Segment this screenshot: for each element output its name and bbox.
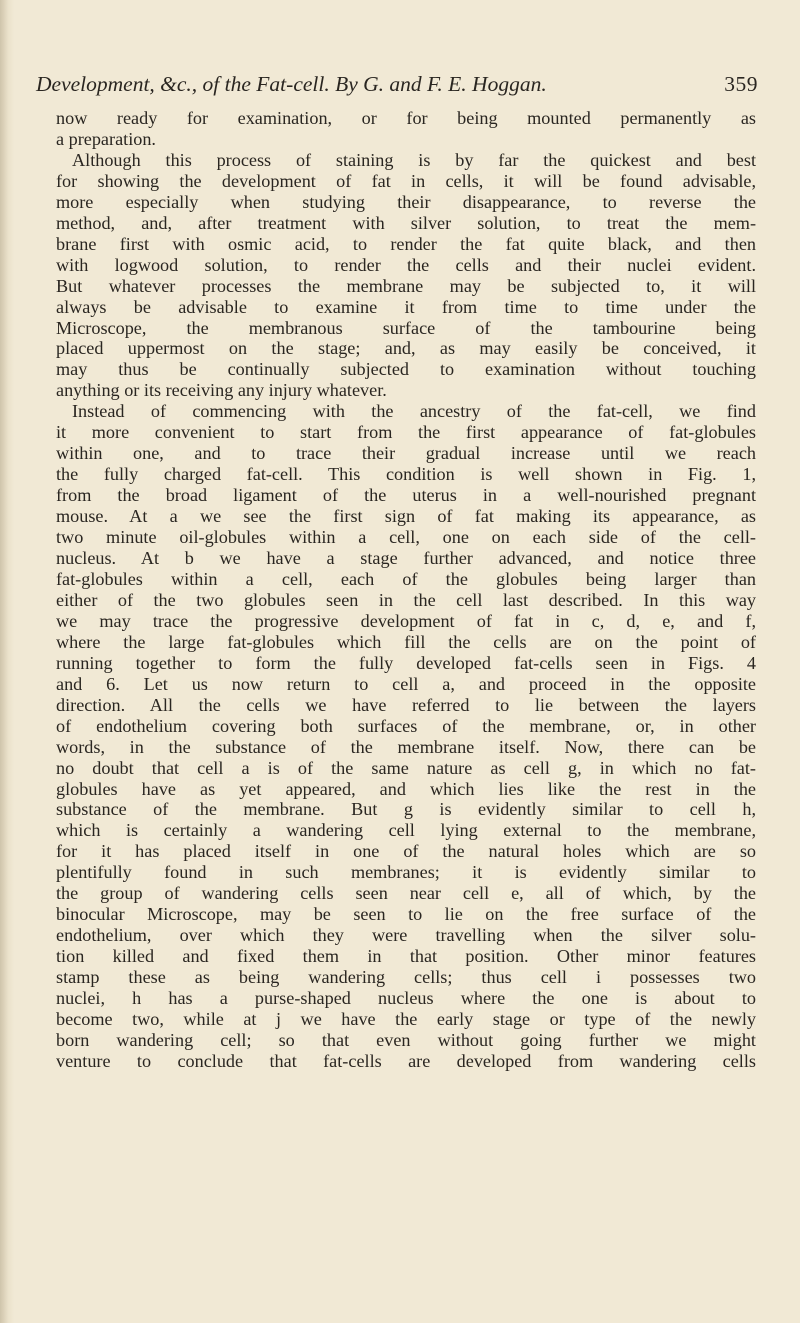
text-line: substance of the membrane. But g is evidently similar to cell h, [56, 799, 756, 820]
text-line: Instead of commencing with the ancestry of the fat-cell, we find [72, 401, 756, 422]
text-line: may thus be continually subjected to examination without touching [56, 359, 756, 380]
text-line: a preparation. [56, 128, 156, 149]
text-line: venture to conclude that fat-cells are developed from wandering cells [56, 1050, 756, 1071]
text-line: anything or its receiving any injury whatever. [56, 380, 387, 401]
text-line: born wandering cell; so that even without going further we might [56, 1029, 756, 1050]
text-line: it more convenient to start from the first appearance of fat-globules [56, 422, 756, 443]
text-line: globules have as yet appeared, and which lies like the rest in the [56, 778, 756, 799]
text-line: with logwood solution, to render the cells and their nuclei evident. [56, 254, 756, 275]
running-head-title: Development, &c., of the Fat-cell. By G. and F. E. Hoggan. [36, 72, 547, 96]
text-line: Although this process of staining is by far the quickest and best [72, 149, 756, 170]
text-line: always be advisable to examine it from time to time under the [56, 296, 756, 317]
text-line: words, in the substance of the membrane itself. Now, there can be [56, 736, 756, 757]
body-text [56, 108, 756, 1072]
text-line: placed uppermost on the stage; and, as may easily be conceived, it [56, 338, 756, 359]
text-line: two minute oil-globules within a cell, one on each side of the cell- [56, 527, 756, 548]
text-line: mouse. At a we see the first sign of fat making its appearance, as [56, 506, 756, 527]
text-line: become two, while at j we have the early stage or type of the newly [56, 1008, 756, 1029]
text-line: of endothelium covering both surfaces of the membrane, or, in other [56, 715, 756, 736]
text-line: no doubt that cell a is of the same nature as cell g, in which no fat- [56, 757, 756, 778]
text-line: plentifully found in such membranes; it is evidently similar to [56, 862, 756, 883]
text-line: direction. All the cells we have referred to lie between the layers [56, 694, 756, 715]
text-line: which is certainly a wandering cell lying external to the membrane, [56, 820, 756, 841]
text-line: the fully charged fat-cell. This condition is well shown in Fig. 1, [56, 464, 756, 485]
text-line: nucleus. At b we have a stage further advanced, and notice three [56, 548, 756, 569]
text-line: and 6. Let us now return to cell a, and proceed in the opposite [56, 673, 756, 694]
page-edge-shadow [0, 0, 14, 1323]
text-line: But whatever processes the membrane may be subjected to, it will [56, 275, 756, 296]
text-line: tion killed and fixed them in that position. Other minor features [56, 946, 756, 967]
text-line: running together to form the fully developed fat-cells seen in Figs. 4 [56, 652, 756, 673]
text-line: from the broad ligament of the uterus in a well-nourished pregnant [56, 485, 756, 506]
text-line: within one, and to trace their gradual increase until we reach [56, 443, 756, 464]
text-line: nuclei, h has a purse-shaped nucleus where the one is about to [56, 988, 756, 1009]
text-line: stamp these as being wandering cells; thus cell i possesses two [56, 967, 756, 988]
text-line: more especially when studying their disappearance, to reverse the [56, 191, 756, 212]
text-line: for it has placed itself in one of the natural holes which are so [56, 841, 756, 862]
text-line: now ready for examination, or for being mounted permanently as [56, 108, 756, 128]
text-line: method, and, after treatment with silver solution, to treat the mem- [56, 212, 756, 233]
running-head [36, 72, 758, 106]
text-line: we may trace the progressive development of fat in c, d, e, and f, [56, 610, 756, 631]
text-line: the group of wandering cells seen near cell e, all of which, by the [56, 883, 756, 904]
text-line: brane first with osmic acid, to render the fat quite black, and then [56, 233, 756, 254]
text-line: either of the two globules seen in the cell last described. In this way [56, 589, 756, 610]
text-line: Microscope, the membranous surface of the tambourine being [56, 317, 756, 338]
text-line: fat-globules within a cell, each of the globules being larger than [56, 568, 756, 589]
page-number: 359 [724, 72, 758, 96]
text-line: endothelium, over which they were travelling when the silver solu- [56, 925, 756, 946]
text-line: binocular Microscope, may be seen to lie on the free surface of the [56, 904, 756, 925]
text-line: for showing the development of fat in cells, it will be found advisable, [56, 170, 756, 191]
text-line: where the large fat-globules which fill the cells are on the point of [56, 631, 756, 652]
